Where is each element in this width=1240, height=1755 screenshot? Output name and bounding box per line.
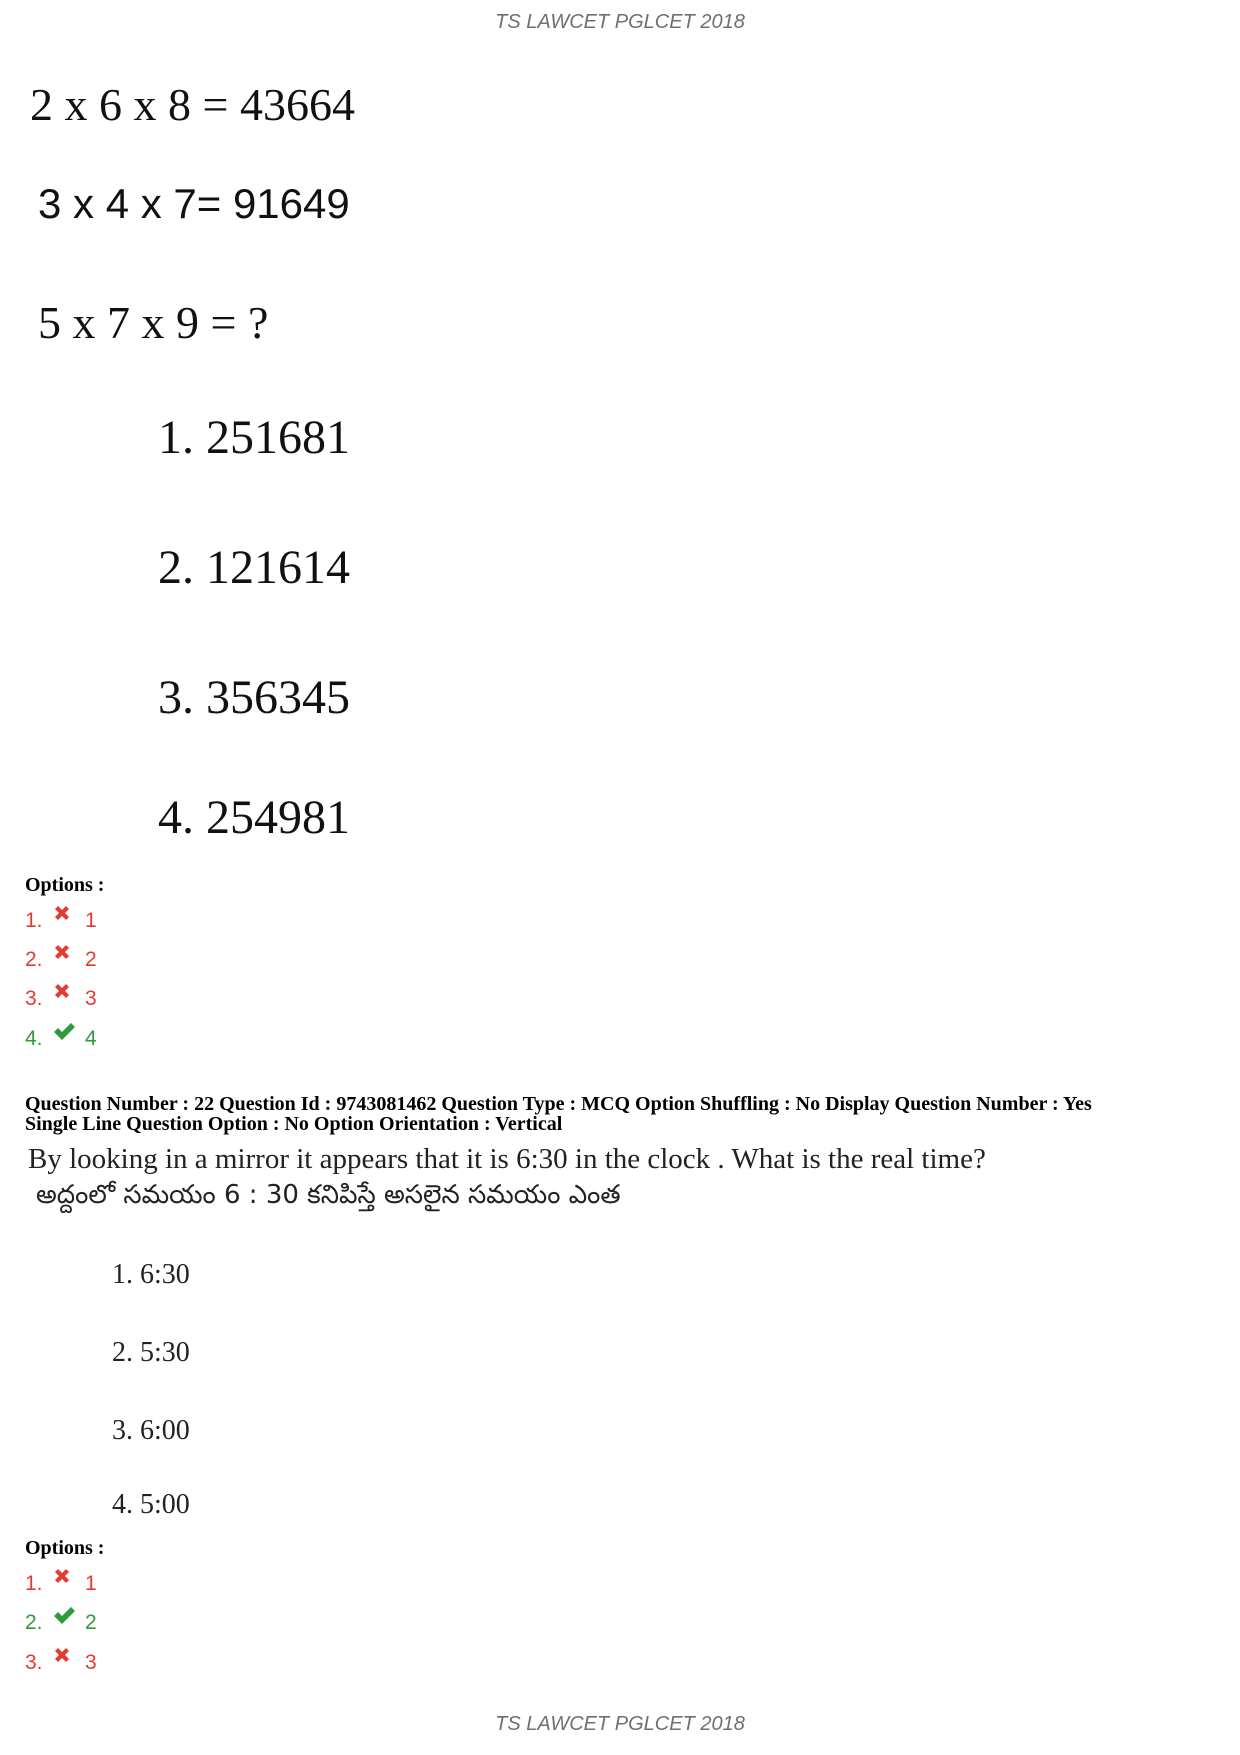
answer-choice-4: 4. 5:00 bbox=[112, 1489, 190, 1520]
check-icon bbox=[52, 1605, 82, 1629]
option-row bbox=[25, 1024, 97, 1054]
option-row bbox=[25, 1648, 97, 1678]
option-number: 3. bbox=[25, 987, 43, 1010]
answer-choice-2: 2. 5:30 bbox=[112, 1337, 190, 1368]
option-number: 1. bbox=[25, 909, 43, 932]
question-meta-line-2: Single Line Question Option : No Option Orientation : Vertical bbox=[25, 1113, 563, 1135]
option-row bbox=[25, 1569, 97, 1599]
option-row bbox=[25, 1608, 97, 1638]
option-value: 2 bbox=[85, 948, 97, 971]
options-label: Options : bbox=[25, 874, 105, 896]
option-number: 1. bbox=[25, 1572, 43, 1595]
page-header: TS LAWCET PGLCET 2018 bbox=[495, 11, 745, 33]
option-number: 4. bbox=[25, 1027, 43, 1050]
cross-icon bbox=[52, 1645, 82, 1669]
option-row bbox=[25, 984, 97, 1014]
answer-choice-3: 3. 356345 bbox=[158, 671, 350, 724]
option-row bbox=[25, 945, 97, 975]
cross-icon bbox=[52, 981, 82, 1005]
option-value: 3 bbox=[85, 1651, 97, 1674]
answer-choice-2: 2. 121614 bbox=[158, 541, 350, 594]
check-icon bbox=[52, 1021, 82, 1045]
page-footer: TS LAWCET PGLCET 2018 bbox=[495, 1713, 745, 1735]
option-value: 1 bbox=[85, 1572, 97, 1595]
equation-2: 3 x 4 x 7= 91649 bbox=[38, 180, 350, 227]
equation-1: 2 x 6 x 8 = 43664 bbox=[30, 79, 355, 130]
cross-icon bbox=[52, 903, 82, 927]
option-number: 2. bbox=[25, 1611, 43, 1634]
answer-choice-4: 4. 254981 bbox=[158, 791, 350, 844]
option-row bbox=[25, 906, 97, 936]
question-text-english: By looking in a mirror it appears that it is 6:30 in the clock . What is the real time? bbox=[28, 1143, 986, 1175]
option-value: 3 bbox=[85, 987, 97, 1010]
question-meta-line-1: Question Number : 22 Question Id : 9743081462 Question Type : MCQ Option Shuffling : No Display Question Number : Yes bbox=[25, 1093, 1092, 1115]
answer-choice-1: 1. 251681 bbox=[158, 411, 350, 464]
option-number: 3. bbox=[25, 1651, 43, 1674]
cross-icon bbox=[52, 942, 82, 966]
option-value: 1 bbox=[85, 909, 97, 932]
equation-3: 5 x 7 x 9 = ? bbox=[38, 297, 269, 348]
question-text-telugu: అద్దంలో సమయం 6 : 30 కనిపిస్తే అసలైన సమయం ఎంత bbox=[36, 1180, 621, 1210]
options-label: Options : bbox=[25, 1537, 105, 1559]
answer-choice-1: 1. 6:30 bbox=[112, 1259, 190, 1290]
answer-choice-3: 3. 6:00 bbox=[112, 1415, 190, 1446]
option-value: 4 bbox=[85, 1027, 97, 1050]
option-number: 2. bbox=[25, 948, 43, 971]
cross-icon bbox=[52, 1566, 82, 1590]
option-value: 2 bbox=[85, 1611, 97, 1634]
